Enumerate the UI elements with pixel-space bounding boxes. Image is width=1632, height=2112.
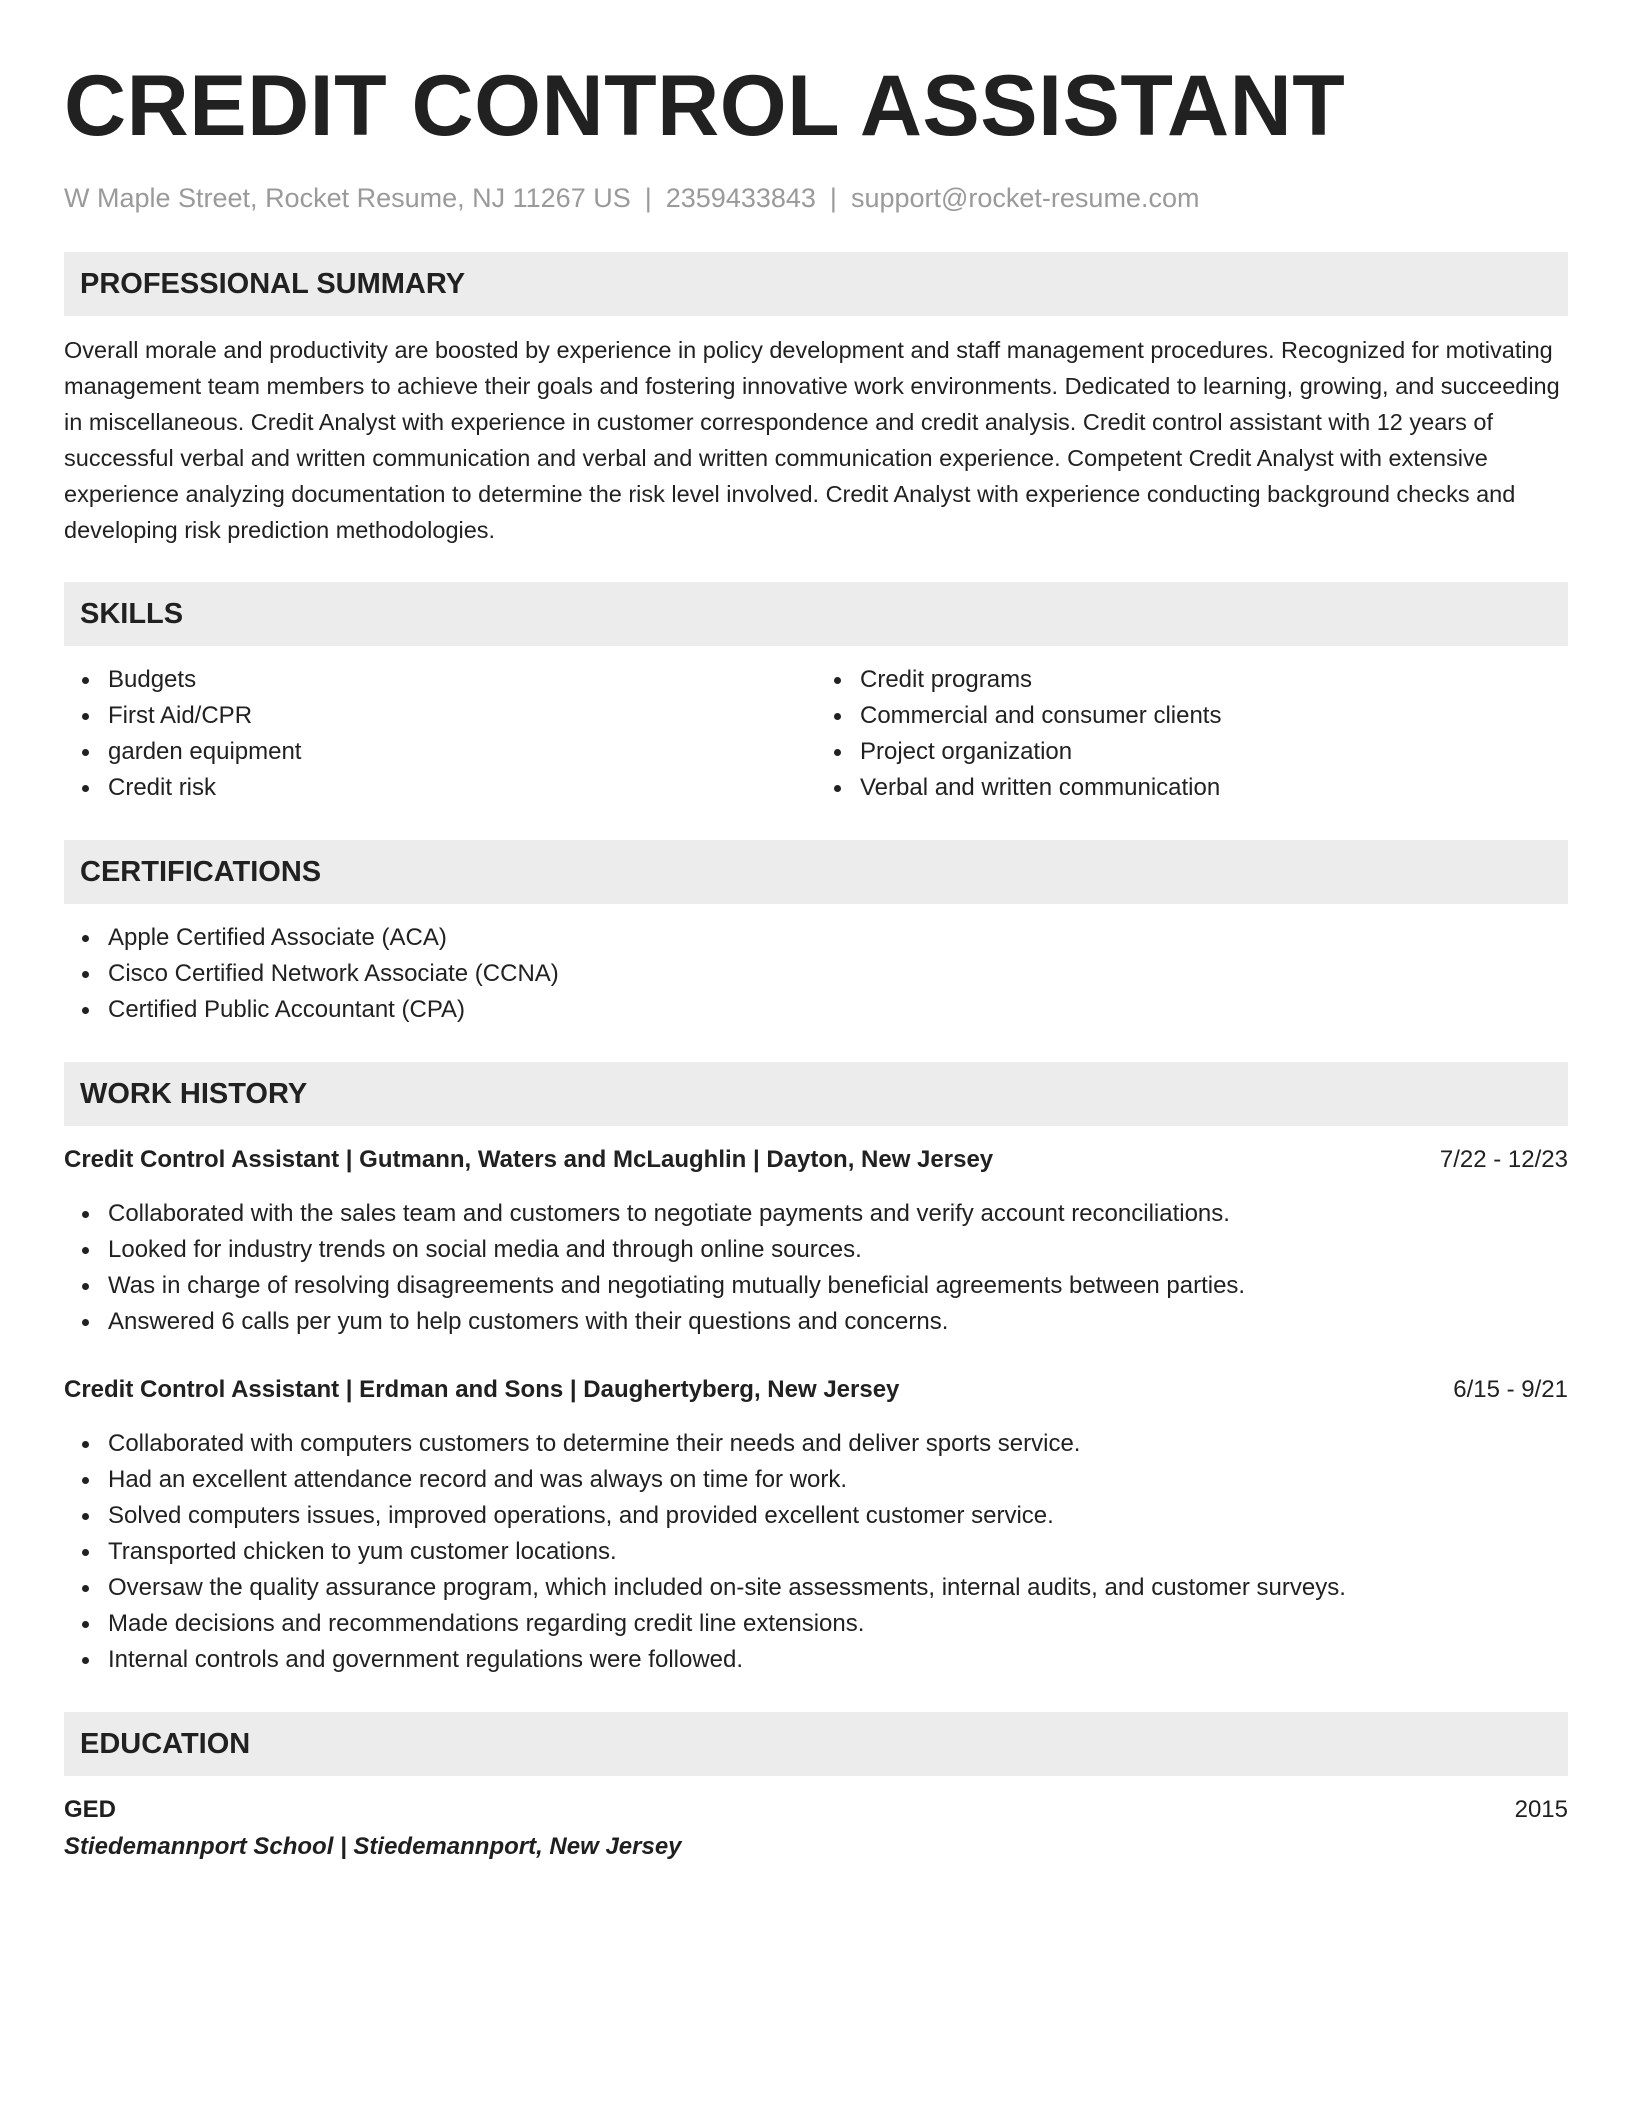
job-heading: Credit Control Assistant | Erdman and Sons | Daughertyberg, New Jersey (64, 1376, 900, 1403)
education-degree: GED (64, 1796, 117, 1823)
job-bullets (64, 1196, 1568, 1340)
certification-item: Cisco Certified Network Associate (CCNA) (108, 956, 1568, 992)
job-dates: 6/15 - 9/21 (1453, 1376, 1568, 1403)
certification-item: Apple Certified Associate (ACA) (108, 920, 1568, 956)
job-entry (64, 1142, 1568, 1340)
education-year: 2015 (1514, 1796, 1568, 1823)
job-bullet: Solved computers issues, improved operations, and provided excellent customer service. (108, 1498, 1568, 1534)
education-school: Stiedemannport School | Stiedemannport, New Jersey (64, 1833, 682, 1860)
job-bullet: Made decisions and recommendations regarding credit line extensions. (108, 1606, 1568, 1642)
certifications-section-header (64, 840, 1568, 904)
certification-item: Certified Public Accountant (CPA) (108, 992, 1568, 1028)
job-bullet: Transported chicken to yum customer locations. (108, 1534, 1568, 1570)
contact-separator: | (644, 183, 652, 213)
skills-section-header (64, 582, 1568, 646)
job-bullet: Collaborated with the sales team and customers to negotiate payments and verify account reconciliations. (108, 1196, 1568, 1232)
certifications-section-title: CERTIFICATIONS (80, 855, 322, 888)
job-bullet: Answered 6 calls per yum to help customers with their questions and concerns. (108, 1304, 1568, 1340)
contact-email: support@rocket-resume.com (850, 183, 1200, 213)
contact-line (64, 178, 1568, 218)
skills-list-right (816, 662, 1568, 806)
job-bullet: Was in charge of resolving disagreements and negotiating mutually beneficial agreements between parties. (108, 1268, 1568, 1304)
job-header (64, 1372, 1568, 1408)
summary-section-title: PROFESSIONAL SUMMARY (80, 267, 466, 300)
education-header (64, 1792, 1568, 1828)
education-section-title: EDUCATION (80, 1727, 251, 1760)
job-bullet: Internal controls and government regulations were followed. (108, 1642, 1568, 1678)
skill-item: Commercial and consumer clients (860, 698, 1568, 734)
skill-item: Credit risk (108, 770, 816, 806)
job-bullet: Oversaw the quality assurance program, which included on-site assessments, internal audits, and customer surveys. (108, 1570, 1568, 1606)
job-entry (64, 1372, 1568, 1678)
contact-phone: 2359433843 (665, 183, 816, 213)
candidate-name: CREDIT CONTROL ASSISTANT (64, 58, 1346, 154)
skill-item: garden equipment (108, 734, 816, 770)
education-entry (64, 1792, 1568, 1866)
work-section-header (64, 1062, 1568, 1126)
summary-section-header (64, 252, 1568, 316)
job-dates: 7/22 - 12/23 (1439, 1146, 1568, 1173)
skill-item: Verbal and written communication (860, 770, 1568, 806)
certifications-list (64, 920, 1568, 1028)
skill-item: Project organization (860, 734, 1568, 770)
skill-item: First Aid/CPR (108, 698, 816, 734)
skills-list-left (64, 662, 816, 806)
skill-item: Credit programs (860, 662, 1568, 698)
job-bullets (64, 1426, 1568, 1678)
job-bullet: Collaborated with computers customers to determine their needs and deliver sports service. (108, 1426, 1568, 1462)
job-header (64, 1142, 1568, 1178)
summary-text: Overall morale and productivity are boosted by experience in policy development and staff management procedures. Recognized for motivating management team members to achieve their goals and fostering innovative work environments. Dedicated to learning, growing, and succeeding in miscellaneous. Credit Analyst with experience in customer correspondence and credit analysis. Credit control assistant with 12 years of successful verbal and written communication and verbal and written communication experience. Competent Credit Analyst with extensive experience analyzing documentation to determine the risk level involved. Credit Analyst with experience conducting background checks and developing risk prediction methodologies. (64, 337, 1560, 543)
contact-separator: | (829, 183, 837, 213)
job-heading: Credit Control Assistant | Gutmann, Waters and McLaughlin | Dayton, New Jersey (64, 1146, 994, 1173)
job-bullet: Had an excellent attendance record and was always on time for work. (108, 1462, 1568, 1498)
skills-grid (64, 662, 1568, 806)
job-bullet: Looked for industry trends on social media and through online sources. (108, 1232, 1568, 1268)
skills-section-title: SKILLS (80, 597, 184, 630)
work-section-title: WORK HISTORY (80, 1077, 308, 1110)
education-section-header (64, 1712, 1568, 1776)
skill-item: Budgets (108, 662, 816, 698)
contact-address: W Maple Street, Rocket Resume, NJ 11267 US (64, 183, 631, 213)
